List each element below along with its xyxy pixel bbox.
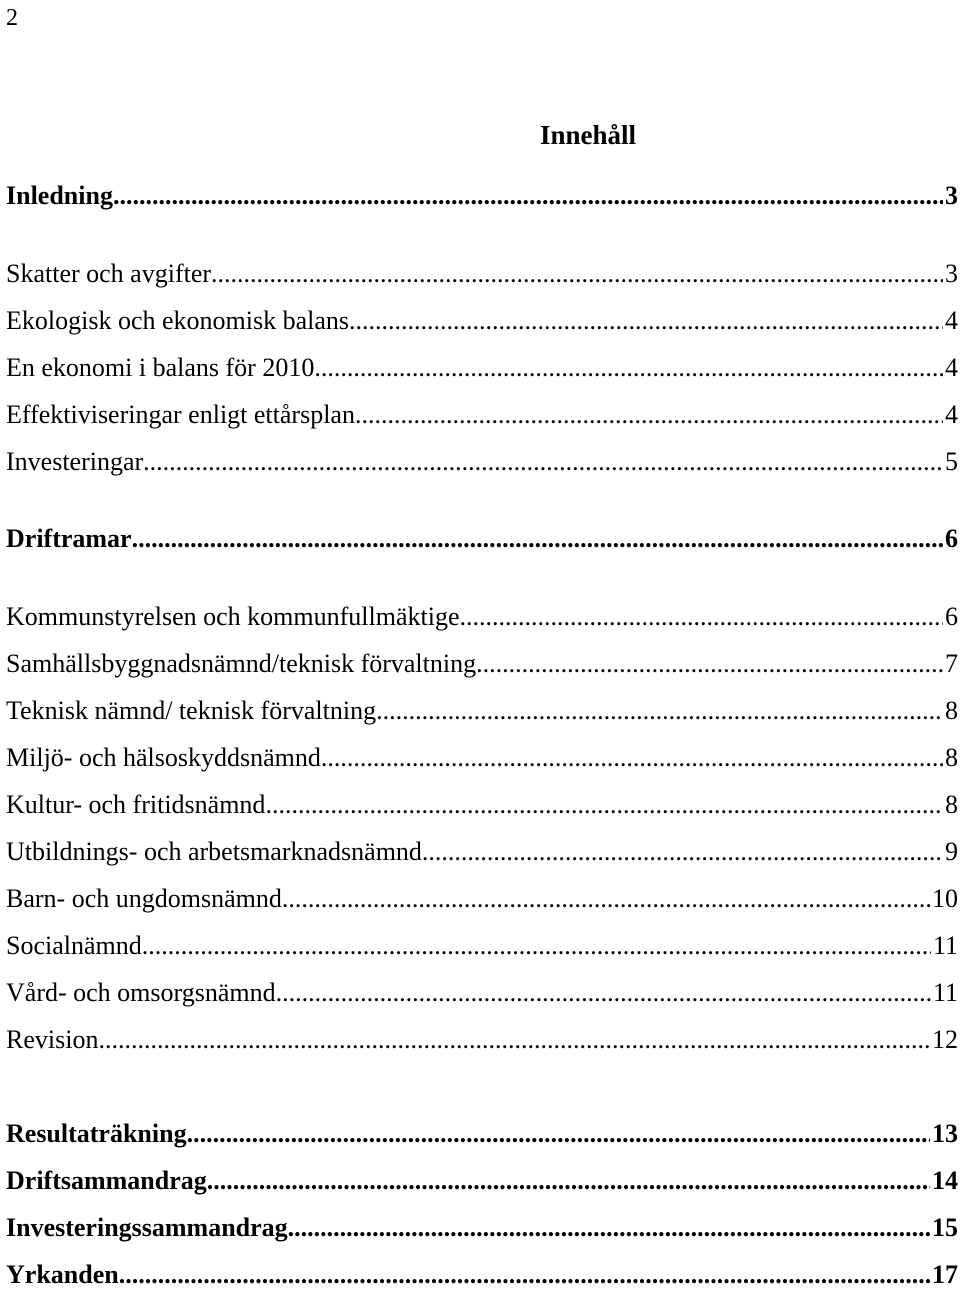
- toc-entry[interactable]: [6, 1024, 958, 1056]
- toc-entry[interactable]: [6, 601, 958, 633]
- toc-entry-page-number: 4: [945, 353, 958, 382]
- toc-dot-leader: [265, 789, 943, 821]
- toc-entry-label: Socialnämnd: [6, 931, 142, 960]
- toc-entry-label: Investeringar: [6, 447, 144, 476]
- toc-entry[interactable]: [6, 1118, 958, 1150]
- toc-entry-label: Barn- och ungdomsnämnd: [6, 884, 282, 913]
- toc-entry[interactable]: [6, 648, 958, 680]
- toc-entry[interactable]: [6, 352, 958, 384]
- toc-entry-page-number: 5: [945, 447, 958, 476]
- toc-entry-label: En ekonomi i balans för 2010: [6, 353, 315, 382]
- toc-entry-page-number: 8: [945, 790, 958, 819]
- toc-entry-page-number: 15: [932, 1213, 958, 1242]
- toc-entry-page-number: 7: [945, 649, 958, 678]
- toc-entry[interactable]: [6, 789, 958, 821]
- toc-entry[interactable]: [6, 523, 958, 555]
- toc-entry-page-number: 13: [932, 1119, 958, 1148]
- toc-dot-leader: [355, 399, 943, 431]
- toc-entry[interactable]: [6, 258, 958, 290]
- toc-dot-leader: [187, 1118, 930, 1150]
- toc-entry-page-number: 3: [945, 259, 958, 288]
- toc-entry-page-number: 8: [945, 696, 958, 725]
- toc-dot-leader: [142, 930, 931, 962]
- toc-entry[interactable]: [6, 180, 958, 212]
- toc-entry-label: Kultur- och fritidsnämnd: [6, 790, 266, 819]
- toc-entry-page-number: 14: [932, 1166, 958, 1195]
- toc-dot-leader: [113, 180, 943, 212]
- toc-dot-leader: [288, 1212, 930, 1244]
- toc-dot-leader: [276, 977, 931, 1009]
- toc-entry-label: Driftramar: [6, 524, 132, 553]
- toc-entry[interactable]: [6, 930, 958, 962]
- toc-title: Innehåll: [540, 120, 637, 150]
- toc-entry-label: Driftsammandrag: [6, 1166, 207, 1195]
- toc-entry[interactable]: [6, 1165, 958, 1197]
- toc-entry-label: Vård- och omsorgsnämnd: [6, 978, 276, 1007]
- toc-dot-leader: [119, 1259, 930, 1291]
- toc-entry-page-number: 11: [932, 978, 958, 1007]
- toc-entry[interactable]: [6, 883, 958, 915]
- toc-entry-page-number: 10: [932, 884, 958, 913]
- toc-entry-label: Kommunstyrelsen och kommunfullmäktige: [6, 602, 460, 631]
- toc-entry-label: Effektiviseringar enligt ettårsplan: [6, 400, 355, 429]
- toc-entry-label: Inledning: [6, 181, 113, 210]
- toc-dot-leader: [460, 601, 944, 633]
- toc-entry-page-number: 4: [945, 400, 958, 429]
- toc-dot-leader: [211, 258, 943, 290]
- toc-entry[interactable]: [6, 977, 958, 1009]
- toc-entry-page-number: 12: [932, 1025, 958, 1054]
- toc-dot-leader: [376, 695, 943, 727]
- toc-entry-label: Revision: [6, 1025, 99, 1054]
- toc-entry[interactable]: [6, 305, 958, 337]
- toc-dot-leader: [422, 836, 943, 868]
- toc-entry-label: Investeringssammandrag: [6, 1213, 288, 1242]
- toc-entry[interactable]: [6, 399, 958, 431]
- toc-dot-leader: [476, 648, 943, 680]
- toc-entry-label: Miljö- och hälsoskyddsnämnd: [6, 743, 321, 772]
- toc-entry-page-number: 17: [932, 1260, 958, 1289]
- toc-entry-label: Skatter och avgifter: [6, 259, 212, 288]
- toc-dot-leader: [98, 1024, 930, 1056]
- toc-dot-leader: [143, 446, 943, 478]
- toc-entry-page-number: 6: [945, 524, 958, 553]
- toc-dot-leader: [132, 523, 943, 555]
- toc-dot-leader: [321, 742, 943, 774]
- toc-entry[interactable]: [6, 836, 958, 868]
- toc-entry[interactable]: [6, 1259, 958, 1291]
- toc-entry-label: Teknisk nämnd/ teknisk förvaltning: [6, 696, 377, 725]
- toc-entry[interactable]: [6, 695, 958, 727]
- page-number: 2: [6, 5, 18, 31]
- toc-entry-page-number: 8: [945, 743, 958, 772]
- toc-entry-label: Ekologisk och ekonomisk balans: [6, 306, 350, 335]
- toc-entry-page-number: 3: [945, 181, 958, 210]
- toc-dot-leader: [282, 883, 930, 915]
- toc-entry-page-number: 4: [945, 306, 958, 335]
- toc-entry-page-number: 9: [945, 837, 958, 866]
- toc-entry[interactable]: [6, 446, 958, 478]
- toc-entry-page-number: 6: [945, 602, 958, 631]
- toc-entry-label: Utbildnings- och arbetsmarknadsnämnd: [6, 837, 422, 866]
- toc-dot-leader: [349, 305, 943, 337]
- toc-entry-label: Samhällsbyggnadsnämnd/teknisk förvaltning: [6, 649, 477, 678]
- toc-entry[interactable]: [6, 742, 958, 774]
- toc-entry[interactable]: [6, 1212, 958, 1244]
- toc-entry-page-number: 11: [932, 931, 958, 960]
- toc-dot-leader: [314, 352, 943, 384]
- toc-entry-label: Yrkanden: [6, 1260, 119, 1289]
- toc-dot-leader: [207, 1165, 930, 1197]
- toc-entry-label: Resultaträkning: [6, 1119, 187, 1148]
